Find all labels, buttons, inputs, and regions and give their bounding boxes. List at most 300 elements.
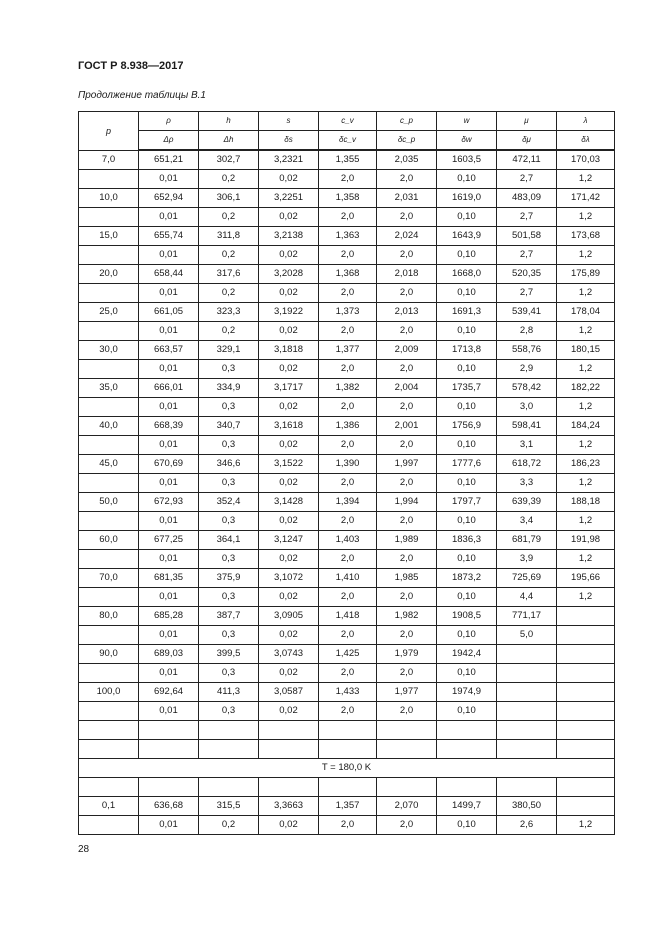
table-cell (557, 683, 615, 702)
table-cell: 2,0 (377, 474, 437, 493)
table-cell: 501,58 (497, 227, 557, 246)
table-cell: 2,018 (377, 265, 437, 284)
table-cell: 0,02 (259, 208, 319, 227)
table-row (79, 436, 615, 455)
table-cell: 411,3 (199, 683, 259, 702)
table-cell (557, 702, 615, 721)
table-cell: 346,6 (199, 455, 259, 474)
table-cell (497, 778, 557, 797)
table-cell: 50,0 (79, 493, 139, 512)
table-row (79, 189, 615, 208)
table-cell: 2,0 (377, 588, 437, 607)
table-cell: 2,0 (319, 436, 377, 455)
table-cell: 677,25 (139, 531, 199, 550)
table-cell: 1,994 (377, 493, 437, 512)
table-cell: 1908,5 (437, 607, 497, 626)
table-cell: 558,76 (497, 341, 557, 360)
table-cell: 0,2 (199, 208, 259, 227)
table-cell (497, 645, 557, 664)
table-cell (199, 778, 259, 797)
table-cell: 0,10 (437, 626, 497, 645)
table-cell: 670,69 (139, 455, 199, 474)
table-cell: 2,0 (377, 512, 437, 531)
table-cell: 1499,7 (437, 797, 497, 816)
table-cell (79, 702, 139, 721)
table-cell: 0,3 (199, 512, 259, 531)
table-cell: 170,03 (557, 150, 615, 170)
table-cell: 0,02 (259, 550, 319, 569)
table-cell (557, 626, 615, 645)
table-cell: 2,0 (319, 816, 377, 835)
page-number: 28 (78, 844, 90, 855)
table-cell: 0,02 (259, 702, 319, 721)
table-cell (79, 436, 139, 455)
table-row (79, 816, 615, 835)
table-cell (79, 778, 139, 797)
table-cell (437, 721, 497, 740)
table-cell: 1735,7 (437, 379, 497, 398)
table-cell: 173,68 (557, 227, 615, 246)
table-cell: 0,10 (437, 322, 497, 341)
table-cell (199, 721, 259, 740)
table-cell: 329,1 (199, 341, 259, 360)
table-cell: 2,013 (377, 303, 437, 322)
table-row (79, 379, 615, 398)
table-cell: 0,01 (139, 170, 199, 189)
table-cell: 1,982 (377, 607, 437, 626)
table-row (79, 645, 615, 664)
table-cell: 184,24 (557, 417, 615, 436)
table-cell: 2,7 (497, 208, 557, 227)
table-cell: 334,9 (199, 379, 259, 398)
table-cell: 0,01 (139, 512, 199, 531)
table-cell: 520,35 (497, 265, 557, 284)
table-cell: 3,3 (497, 474, 557, 493)
table-cell: 20,0 (79, 265, 139, 284)
table-row (79, 569, 615, 588)
table-cell: 1619,0 (437, 189, 497, 208)
table-cell: 658,44 (139, 265, 199, 284)
table-cell: 0,3 (199, 474, 259, 493)
table-row (79, 265, 615, 284)
table-cell: 0,3 (199, 398, 259, 417)
table-row (79, 607, 615, 626)
table-cell: 3,1717 (259, 379, 319, 398)
table-cell: 1713,8 (437, 341, 497, 360)
table-cell: 1,358 (319, 189, 377, 208)
table-cell: 0,10 (437, 436, 497, 455)
table-cell: 2,0 (319, 246, 377, 265)
table-cell: 3,3663 (259, 797, 319, 816)
table-cell: 1,2 (557, 170, 615, 189)
table-cell: 1942,4 (437, 645, 497, 664)
table-cell: 2,6 (497, 816, 557, 835)
table-cell: 317,6 (199, 265, 259, 284)
table-cell: 685,28 (139, 607, 199, 626)
table-cell (139, 721, 199, 740)
table-cell: 100,0 (79, 683, 139, 702)
table-row (79, 721, 615, 740)
table-cell: 3,2028 (259, 265, 319, 284)
table-body (79, 150, 615, 835)
table-cell: 2,8 (497, 322, 557, 341)
table-cell: 0,01 (139, 626, 199, 645)
table-cell: 1,410 (319, 569, 377, 588)
table-cell: 3,2321 (259, 150, 319, 170)
table-cell: 3,1922 (259, 303, 319, 322)
table-row (79, 683, 615, 702)
table-cell: 1,403 (319, 531, 377, 550)
table-cell: 180,15 (557, 341, 615, 360)
table-cell: 1,373 (319, 303, 377, 322)
table-cell: 1691,3 (437, 303, 497, 322)
table-cell: 1,989 (377, 531, 437, 550)
table-cell: 1,394 (319, 493, 377, 512)
table-cell: 399,5 (199, 645, 259, 664)
table-cell: 0,10 (437, 208, 497, 227)
table-cell: 3,1072 (259, 569, 319, 588)
column-header-lambda: λ (557, 112, 615, 131)
table-cell: 60,0 (79, 531, 139, 550)
table-cell: 0,3 (199, 664, 259, 683)
table-cell: 1,386 (319, 417, 377, 436)
table-cell: 1873,2 (437, 569, 497, 588)
table-cell: 2,0 (319, 512, 377, 531)
column-header-cp: c_p (377, 112, 437, 131)
table-row (79, 227, 615, 246)
table-cell (377, 721, 437, 740)
column-header-p: p (79, 112, 139, 151)
column-header-mu: μ (497, 112, 557, 131)
table-cell: 668,39 (139, 417, 199, 436)
table-cell: 661,05 (139, 303, 199, 322)
table-row (79, 341, 615, 360)
table-cell: 0,02 (259, 360, 319, 379)
table-cell (79, 246, 139, 265)
table-cell: 0,02 (259, 664, 319, 683)
table-cell: 1,2 (557, 360, 615, 379)
table-cell: 681,35 (139, 569, 199, 588)
table-cell (139, 778, 199, 797)
table-cell: 191,98 (557, 531, 615, 550)
table-cell: 1836,3 (437, 531, 497, 550)
table-cell: 35,0 (79, 379, 139, 398)
table-cell: 3,2251 (259, 189, 319, 208)
table-cell: 0,01 (139, 550, 199, 569)
table-cell: 2,0 (377, 664, 437, 683)
table-row (79, 246, 615, 265)
table-cell: 323,3 (199, 303, 259, 322)
table-cell: 0,01 (139, 436, 199, 455)
table-row (79, 626, 615, 645)
table-cell: 636,68 (139, 797, 199, 816)
column-header-w: w (437, 112, 497, 131)
table-cell: 1,997 (377, 455, 437, 474)
table-cell: 652,94 (139, 189, 199, 208)
table-header-row-bottom (79, 131, 615, 151)
table-cell: 2,0 (377, 170, 437, 189)
table-cell: 0,02 (259, 436, 319, 455)
table-cell: 472,11 (497, 150, 557, 170)
table-cell (79, 170, 139, 189)
table-cell: 0,3 (199, 550, 259, 569)
table-cell: 0,01 (139, 208, 199, 227)
table-cell: 2,0 (319, 588, 377, 607)
table-cell (79, 816, 139, 835)
table-cell: 306,1 (199, 189, 259, 208)
table-cell (259, 740, 319, 759)
table-cell: 1777,6 (437, 455, 497, 474)
table-row (79, 531, 615, 550)
table-cell: 2,0 (319, 664, 377, 683)
table-cell (79, 474, 139, 493)
table-cell: 2,0 (319, 702, 377, 721)
table-cell: 618,72 (497, 455, 557, 474)
table-cell: 689,03 (139, 645, 199, 664)
table-cell: 3,1618 (259, 417, 319, 436)
table-cell (437, 740, 497, 759)
table-cell: 1,2 (557, 246, 615, 265)
table-cell: 2,7 (497, 170, 557, 189)
table-cell (79, 626, 139, 645)
table-cell: 2,0 (377, 550, 437, 569)
table-cell: 2,009 (377, 341, 437, 360)
table-cell: 3,1 (497, 436, 557, 455)
column-header-h: h (199, 112, 259, 131)
table-cell: 311,8 (199, 227, 259, 246)
table-row (79, 702, 615, 721)
table-cell: 1,368 (319, 265, 377, 284)
table-cell: 2,0 (377, 398, 437, 417)
table-cell: 1,363 (319, 227, 377, 246)
table-cell: 0,10 (437, 816, 497, 835)
table-cell: 666,01 (139, 379, 199, 398)
table-row (79, 759, 615, 778)
table-cell (497, 664, 557, 683)
table-cell: 1,390 (319, 455, 377, 474)
table-cell (497, 740, 557, 759)
table-cell: 10,0 (79, 189, 139, 208)
table-cell (79, 284, 139, 303)
table-cell: 1974,9 (437, 683, 497, 702)
table-cell: 0,01 (139, 322, 199, 341)
table-cell: 483,09 (497, 189, 557, 208)
table-cell: 0,3 (199, 702, 259, 721)
table-cell: 1643,9 (437, 227, 497, 246)
table-cell: 7,0 (79, 150, 139, 170)
table-cell (377, 740, 437, 759)
table-cell: 195,66 (557, 569, 615, 588)
table-cell: 2,0 (377, 208, 437, 227)
table-cell: 3,1522 (259, 455, 319, 474)
table-cell: 0,02 (259, 626, 319, 645)
table-cell: 340,7 (199, 417, 259, 436)
table-cell: 692,64 (139, 683, 199, 702)
table-cell: 1,2 (557, 322, 615, 341)
table-cell: 182,22 (557, 379, 615, 398)
table-cell: 30,0 (79, 341, 139, 360)
table-row (79, 512, 615, 531)
table-cell: 3,0905 (259, 607, 319, 626)
table-cell: 1,2 (557, 816, 615, 835)
data-table (78, 111, 615, 835)
table-cell: 1,2 (557, 474, 615, 493)
table-cell (557, 778, 615, 797)
table-row (79, 740, 615, 759)
table-row (79, 150, 615, 170)
table-cell: 2,0 (319, 170, 377, 189)
table-cell: 2,0 (319, 474, 377, 493)
table-row (79, 797, 615, 816)
table-cell: 1,2 (557, 398, 615, 417)
table-cell: 175,89 (557, 265, 615, 284)
table-cell: 0,2 (199, 246, 259, 265)
column-header-rho: ρ (139, 112, 199, 131)
column-header-delta-cp: δc_p (377, 131, 437, 151)
table-cell (199, 740, 259, 759)
table-cell: 3,9 (497, 550, 557, 569)
table-row (79, 664, 615, 683)
table-cell: 0,02 (259, 512, 319, 531)
table-cell: 0,2 (199, 170, 259, 189)
table-cell: 539,41 (497, 303, 557, 322)
table-cell: 1,2 (557, 436, 615, 455)
table-caption: Продолжение таблицы В.1 (78, 90, 206, 101)
table-cell: 2,070 (377, 797, 437, 816)
table-cell: 0,01 (139, 702, 199, 721)
table-cell: 0,10 (437, 474, 497, 493)
column-header-delta-w: δw (437, 131, 497, 151)
table-cell: 0,02 (259, 474, 319, 493)
table-cell: 1,433 (319, 683, 377, 702)
document-header: ГОСТ Р 8.938—2017 (78, 60, 184, 72)
table-row (79, 417, 615, 436)
table-cell: 2,0 (377, 702, 437, 721)
table-cell: 2,004 (377, 379, 437, 398)
table-cell (557, 645, 615, 664)
table-cell: 663,57 (139, 341, 199, 360)
table-cell: 1,977 (377, 683, 437, 702)
table-cell: 186,23 (557, 455, 615, 474)
table-row (79, 208, 615, 227)
table-cell: 0,01 (139, 664, 199, 683)
table-cell (259, 778, 319, 797)
table-row (79, 284, 615, 303)
table-cell (557, 797, 615, 816)
table-cell: 2,0 (377, 322, 437, 341)
table-cell (79, 360, 139, 379)
table-cell: 2,9 (497, 360, 557, 379)
table-cell (497, 721, 557, 740)
table-row (79, 588, 615, 607)
column-header-delta-s: δs (259, 131, 319, 151)
table-cell (79, 664, 139, 683)
table-cell: 45,0 (79, 455, 139, 474)
table-cell (377, 778, 437, 797)
table-cell: 0,3 (199, 436, 259, 455)
table-cell: 1,979 (377, 645, 437, 664)
table-cell (79, 208, 139, 227)
table-row (79, 398, 615, 417)
table-cell (139, 740, 199, 759)
table-cell: 0,2 (199, 284, 259, 303)
table-cell: 178,04 (557, 303, 615, 322)
table-cell: 2,024 (377, 227, 437, 246)
table-cell: 380,50 (497, 797, 557, 816)
table-cell: 771,17 (497, 607, 557, 626)
table-cell: 1,2 (557, 550, 615, 569)
table-cell: 1797,7 (437, 493, 497, 512)
table-cell: 651,21 (139, 150, 199, 170)
table-cell: 655,74 (139, 227, 199, 246)
table-cell: 171,42 (557, 189, 615, 208)
table-cell: 1668,0 (437, 265, 497, 284)
table-cell (557, 721, 615, 740)
table-cell (79, 322, 139, 341)
table-cell: 639,39 (497, 493, 557, 512)
column-header-s: s (259, 112, 319, 131)
table-cell: 0,1 (79, 797, 139, 816)
table-cell: 3,2138 (259, 227, 319, 246)
table-cell: 0,10 (437, 246, 497, 265)
table-cell (79, 721, 139, 740)
table-cell: 0,3 (199, 360, 259, 379)
column-header-cv: c_v (319, 112, 377, 131)
table-cell: 3,4 (497, 512, 557, 531)
table-cell: 1,357 (319, 797, 377, 816)
table-cell: 70,0 (79, 569, 139, 588)
table-cell: 1,2 (557, 284, 615, 303)
table-cell (557, 740, 615, 759)
table-cell (319, 721, 377, 740)
table-cell: 0,01 (139, 816, 199, 835)
table-cell: 0,02 (259, 322, 319, 341)
table-cell: 0,10 (437, 550, 497, 569)
table-cell: 2,0 (377, 284, 437, 303)
table-cell (79, 550, 139, 569)
table-cell: 2,0 (319, 360, 377, 379)
table-cell: 1,985 (377, 569, 437, 588)
table-row (79, 550, 615, 569)
table-cell: 681,79 (497, 531, 557, 550)
column-header-delta-h: Δh (199, 131, 259, 151)
table-cell: 2,0 (377, 246, 437, 265)
table-cell: 0,2 (199, 816, 259, 835)
table-cell: 0,01 (139, 398, 199, 417)
table-cell: 3,0743 (259, 645, 319, 664)
table-cell: 0,01 (139, 360, 199, 379)
table-cell: 0,01 (139, 284, 199, 303)
table-cell: 0,10 (437, 360, 497, 379)
table-cell: 2,0 (319, 550, 377, 569)
table-cell: 3,1818 (259, 341, 319, 360)
table-cell: 598,41 (497, 417, 557, 436)
table-cell: 0,02 (259, 170, 319, 189)
column-header-delta-lambda: δλ (557, 131, 615, 151)
table-cell: 2,001 (377, 417, 437, 436)
table-cell: 0,01 (139, 246, 199, 265)
table-cell (79, 740, 139, 759)
table-cell: 2,0 (319, 208, 377, 227)
table-cell: 0,3 (199, 588, 259, 607)
table-cell: 0,3 (199, 626, 259, 645)
table-cell: 2,7 (497, 284, 557, 303)
table-row (79, 493, 615, 512)
table-row (79, 360, 615, 379)
table-row (79, 455, 615, 474)
table-cell (557, 607, 615, 626)
table-cell: 302,7 (199, 150, 259, 170)
